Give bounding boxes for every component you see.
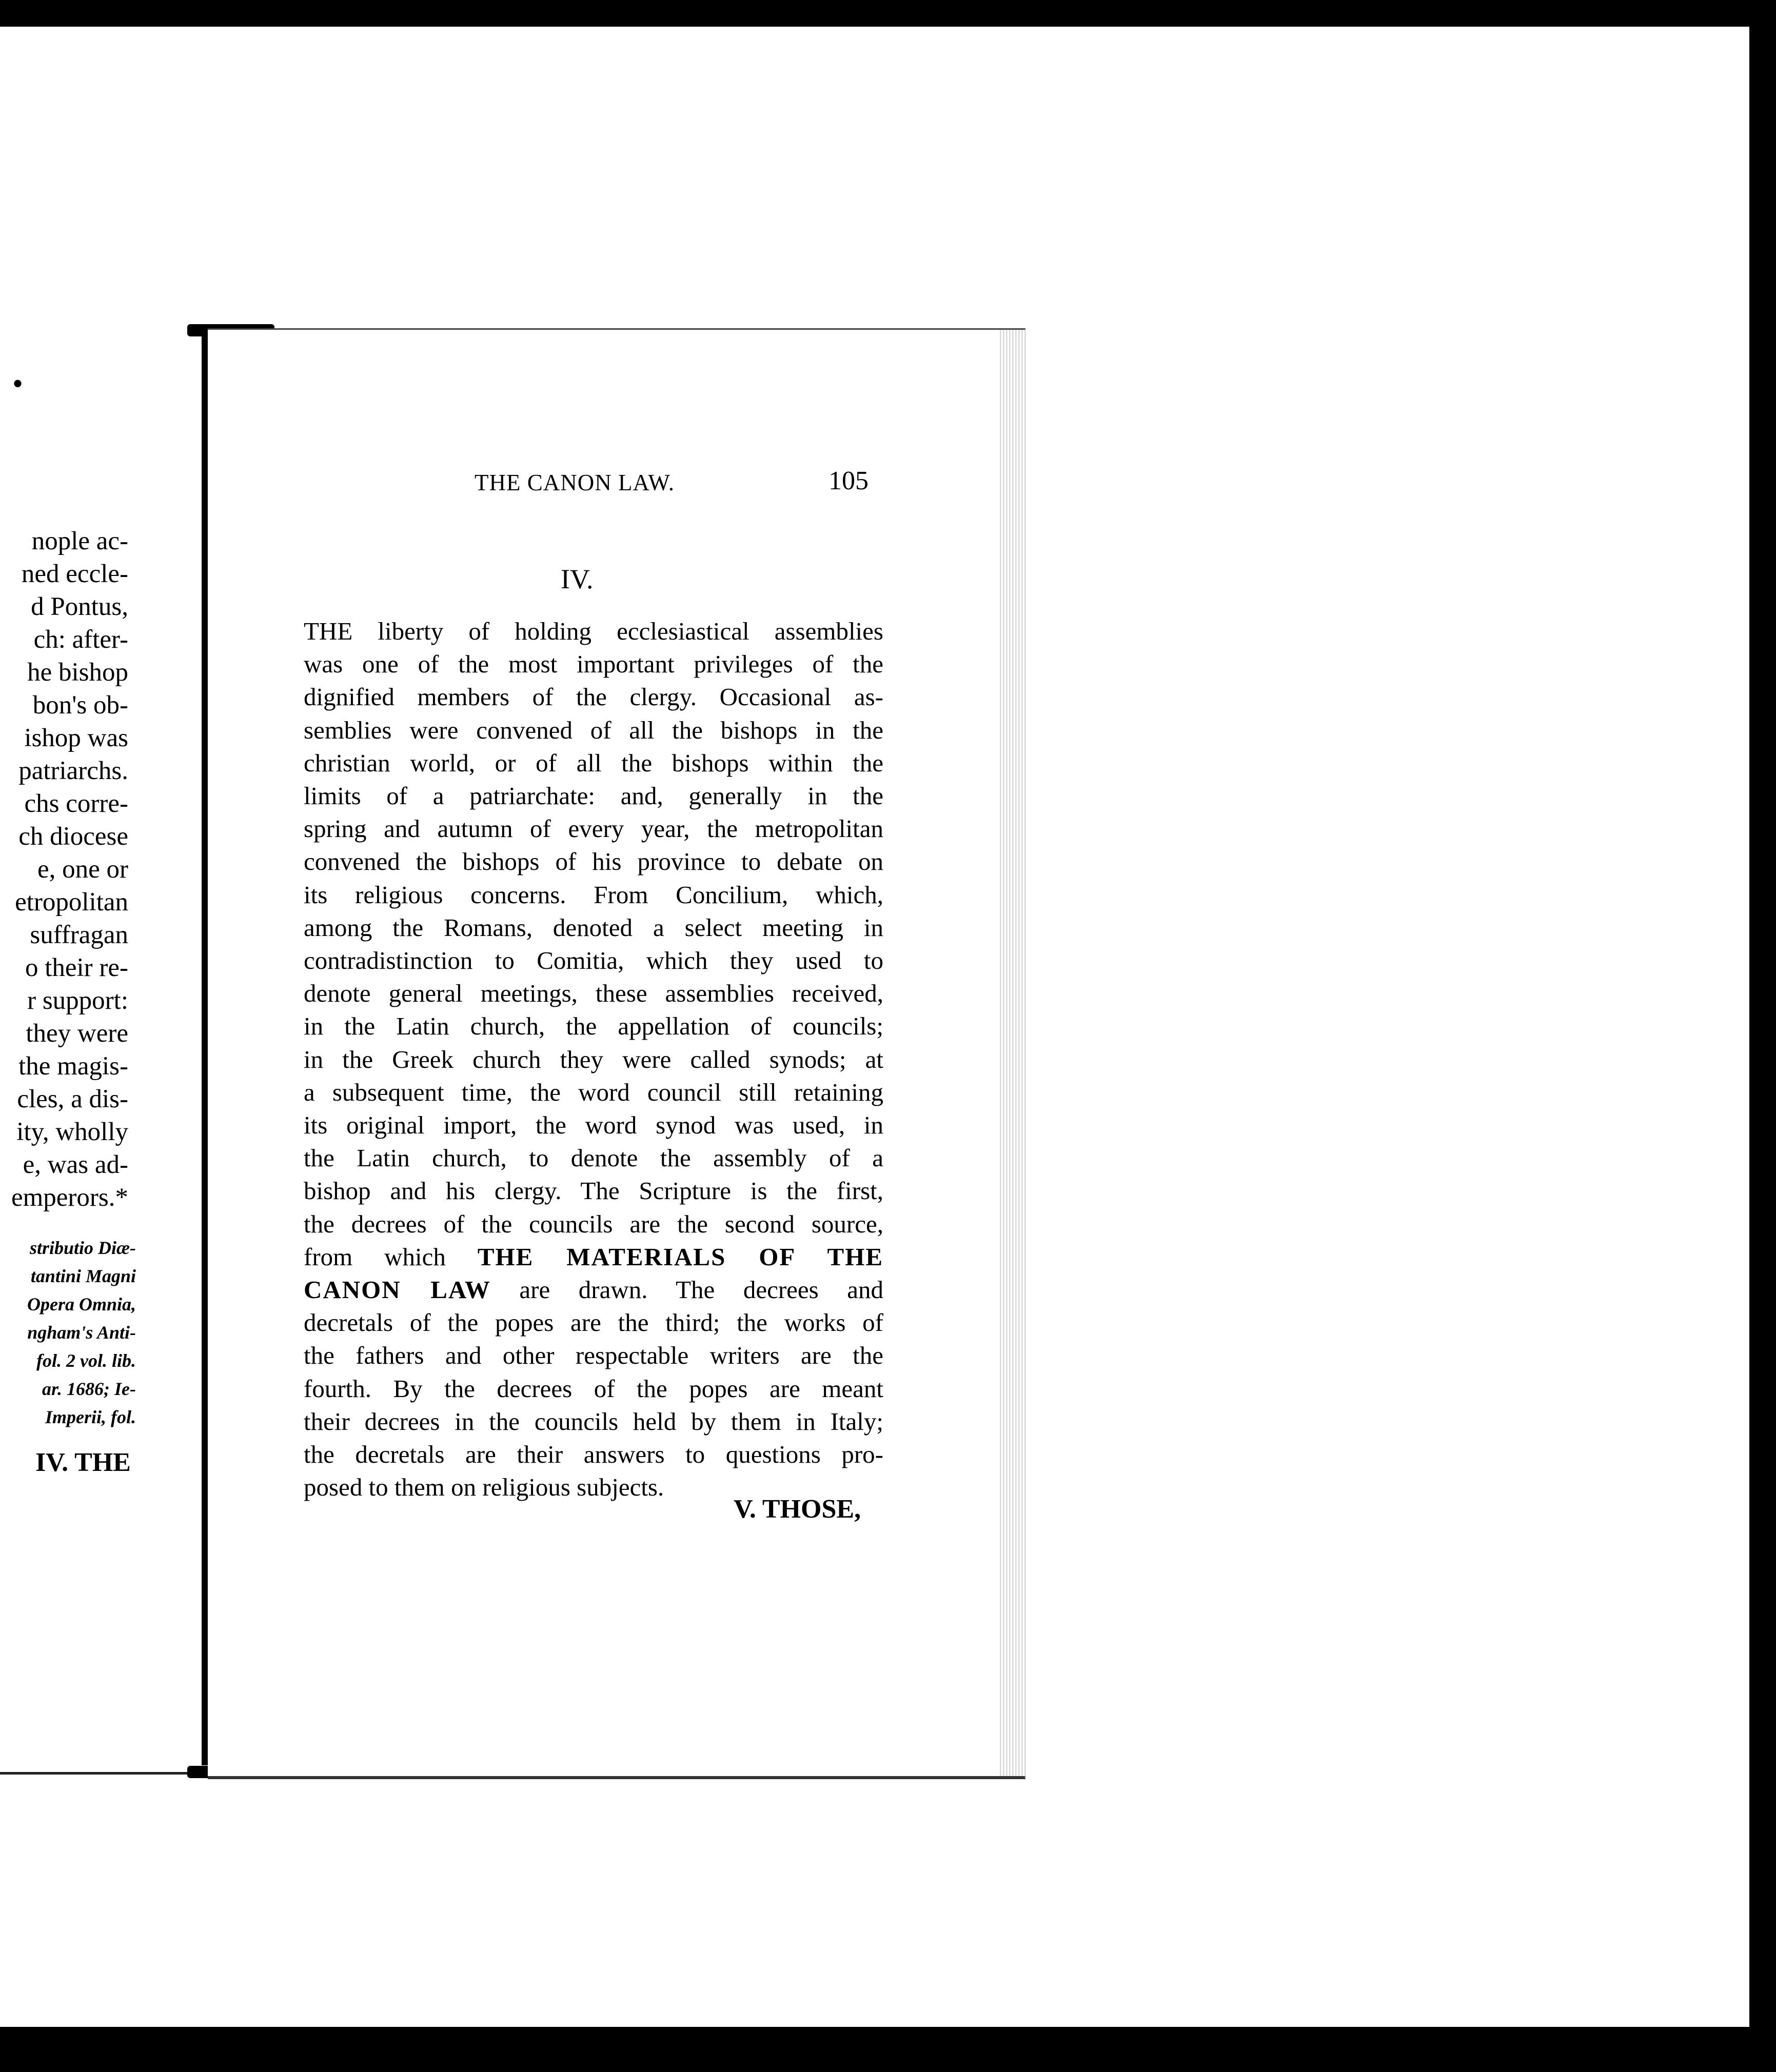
- text-line: patriarchs.: [18, 756, 128, 785]
- text-line: denote general meetings, these assemblies received,: [304, 979, 883, 1008]
- text-line: posed to them on religious subjects.: [304, 1473, 664, 1502]
- text-line: semblies were convened of all the bishops in the: [304, 715, 883, 744]
- footnote-line: tantini Magni: [30, 1266, 136, 1286]
- catchword: V. THOSE,: [734, 1495, 861, 1524]
- text-line: ch diocese: [18, 822, 128, 851]
- text-line: he bishop: [27, 658, 128, 687]
- section-heading: IV.: [561, 564, 594, 594]
- text-line: convened the bishops of his province to debate on: [304, 847, 883, 876]
- text-line: limits of a patriarchate: and, generally in the: [304, 782, 883, 810]
- right-page: [208, 328, 1025, 1779]
- text-line: decretals of the popes are the third; the works of: [304, 1308, 883, 1337]
- footnote-line: ar. 1686; Ie-: [42, 1379, 136, 1399]
- text-line: r support:: [27, 986, 128, 1015]
- small-caps-heading: CANON LAW: [304, 1276, 491, 1304]
- text-line: its original import, the word synod was used, in: [304, 1111, 883, 1140]
- text-line: nople ac-: [31, 527, 128, 555]
- text-line: the magis-: [18, 1052, 128, 1081]
- small-caps-heading: THE MATERIALS OF THE: [477, 1242, 884, 1271]
- text-line: suffragan: [30, 921, 128, 949]
- running-head: THE CANON LAW.: [475, 470, 675, 495]
- footnote-line: fol. 2 vol. lib.: [36, 1350, 136, 1371]
- text-line: the fathers and other respectable writers are the: [304, 1341, 883, 1370]
- text-line: e, was ad-: [23, 1150, 128, 1179]
- footnote-line: Opera Omnia,: [27, 1294, 136, 1314]
- text-line: etropolitan: [15, 888, 128, 917]
- page-number: 105: [828, 466, 869, 495]
- text-line: cles, a dis-: [17, 1085, 128, 1113]
- ink-dot: •: [12, 367, 24, 401]
- text-line: o their re-: [25, 953, 128, 982]
- footnote-line: stributio Diæ-: [29, 1238, 136, 1258]
- text-line: ned eccle-: [21, 560, 128, 588]
- text-line: chs corre-: [24, 789, 128, 818]
- text-line: a subsequent time, the word council still retaining: [304, 1078, 883, 1106]
- text-line: ity, wholly: [16, 1118, 128, 1146]
- text-line: [304, 1273, 883, 1306]
- text-line: ishop was: [24, 724, 128, 752]
- text-line: emperors.*: [11, 1183, 128, 1212]
- text-line: bon's ob-: [32, 691, 128, 720]
- text-line: they were: [26, 1019, 128, 1048]
- text-line: bishop and his clergy. The Scripture is the first,: [304, 1177, 883, 1205]
- left-footnotes: [27, 1234, 136, 1431]
- text-line: was one of the most important privileges of the: [304, 650, 883, 679]
- text-line: in the Greek church they were called synods; at: [304, 1045, 883, 1073]
- text-line: fourth. By the decrees of the popes are meant: [304, 1374, 883, 1403]
- left-page: [0, 337, 203, 1775]
- text-line: ch: after-: [33, 625, 128, 654]
- text-line: in the Latin church, the appellation of councils;: [304, 1012, 883, 1041]
- text-line: the decretals are their answers to questions pro-: [304, 1440, 883, 1469]
- text-line: e, one or: [37, 855, 128, 884]
- text-line: among the Romans, denoted a select meeting in: [304, 913, 883, 942]
- text-line: contradistinction to Comitia, which they used to: [304, 946, 883, 975]
- left-page-text: [11, 525, 128, 1214]
- text-line: spring and autumn of every year, the metropolitan: [304, 814, 883, 843]
- text-line: christian world, or of all the bishops within the: [304, 748, 883, 777]
- text-line: [304, 1241, 883, 1273]
- text-line: their decrees in the councils held by them in Italy;: [304, 1407, 883, 1436]
- page-edge-stack: [998, 330, 1027, 1776]
- left-catchword: IV. THE: [35, 1448, 131, 1477]
- text-line: the decrees of the councils are the second source,: [304, 1209, 883, 1238]
- text-line: d Pontus,: [31, 592, 128, 621]
- text-fragment: from which: [304, 1242, 446, 1271]
- text-line: its religious concerns. From Concilium, which,: [304, 880, 883, 909]
- text-line: the Latin church, to denote the assembly of a: [304, 1144, 883, 1172]
- text-fragment: are drawn. The decrees and: [519, 1276, 883, 1304]
- footnote-line: Imperii, fol.: [45, 1407, 136, 1427]
- footnote-line: ngham's Anti-: [27, 1322, 136, 1343]
- text-line: THE liberty of holding ecclesiastical assemblies: [304, 617, 883, 645]
- text-line: dignified members of the clergy. Occasional as-: [304, 683, 883, 711]
- body-paragraph: [304, 615, 883, 1504]
